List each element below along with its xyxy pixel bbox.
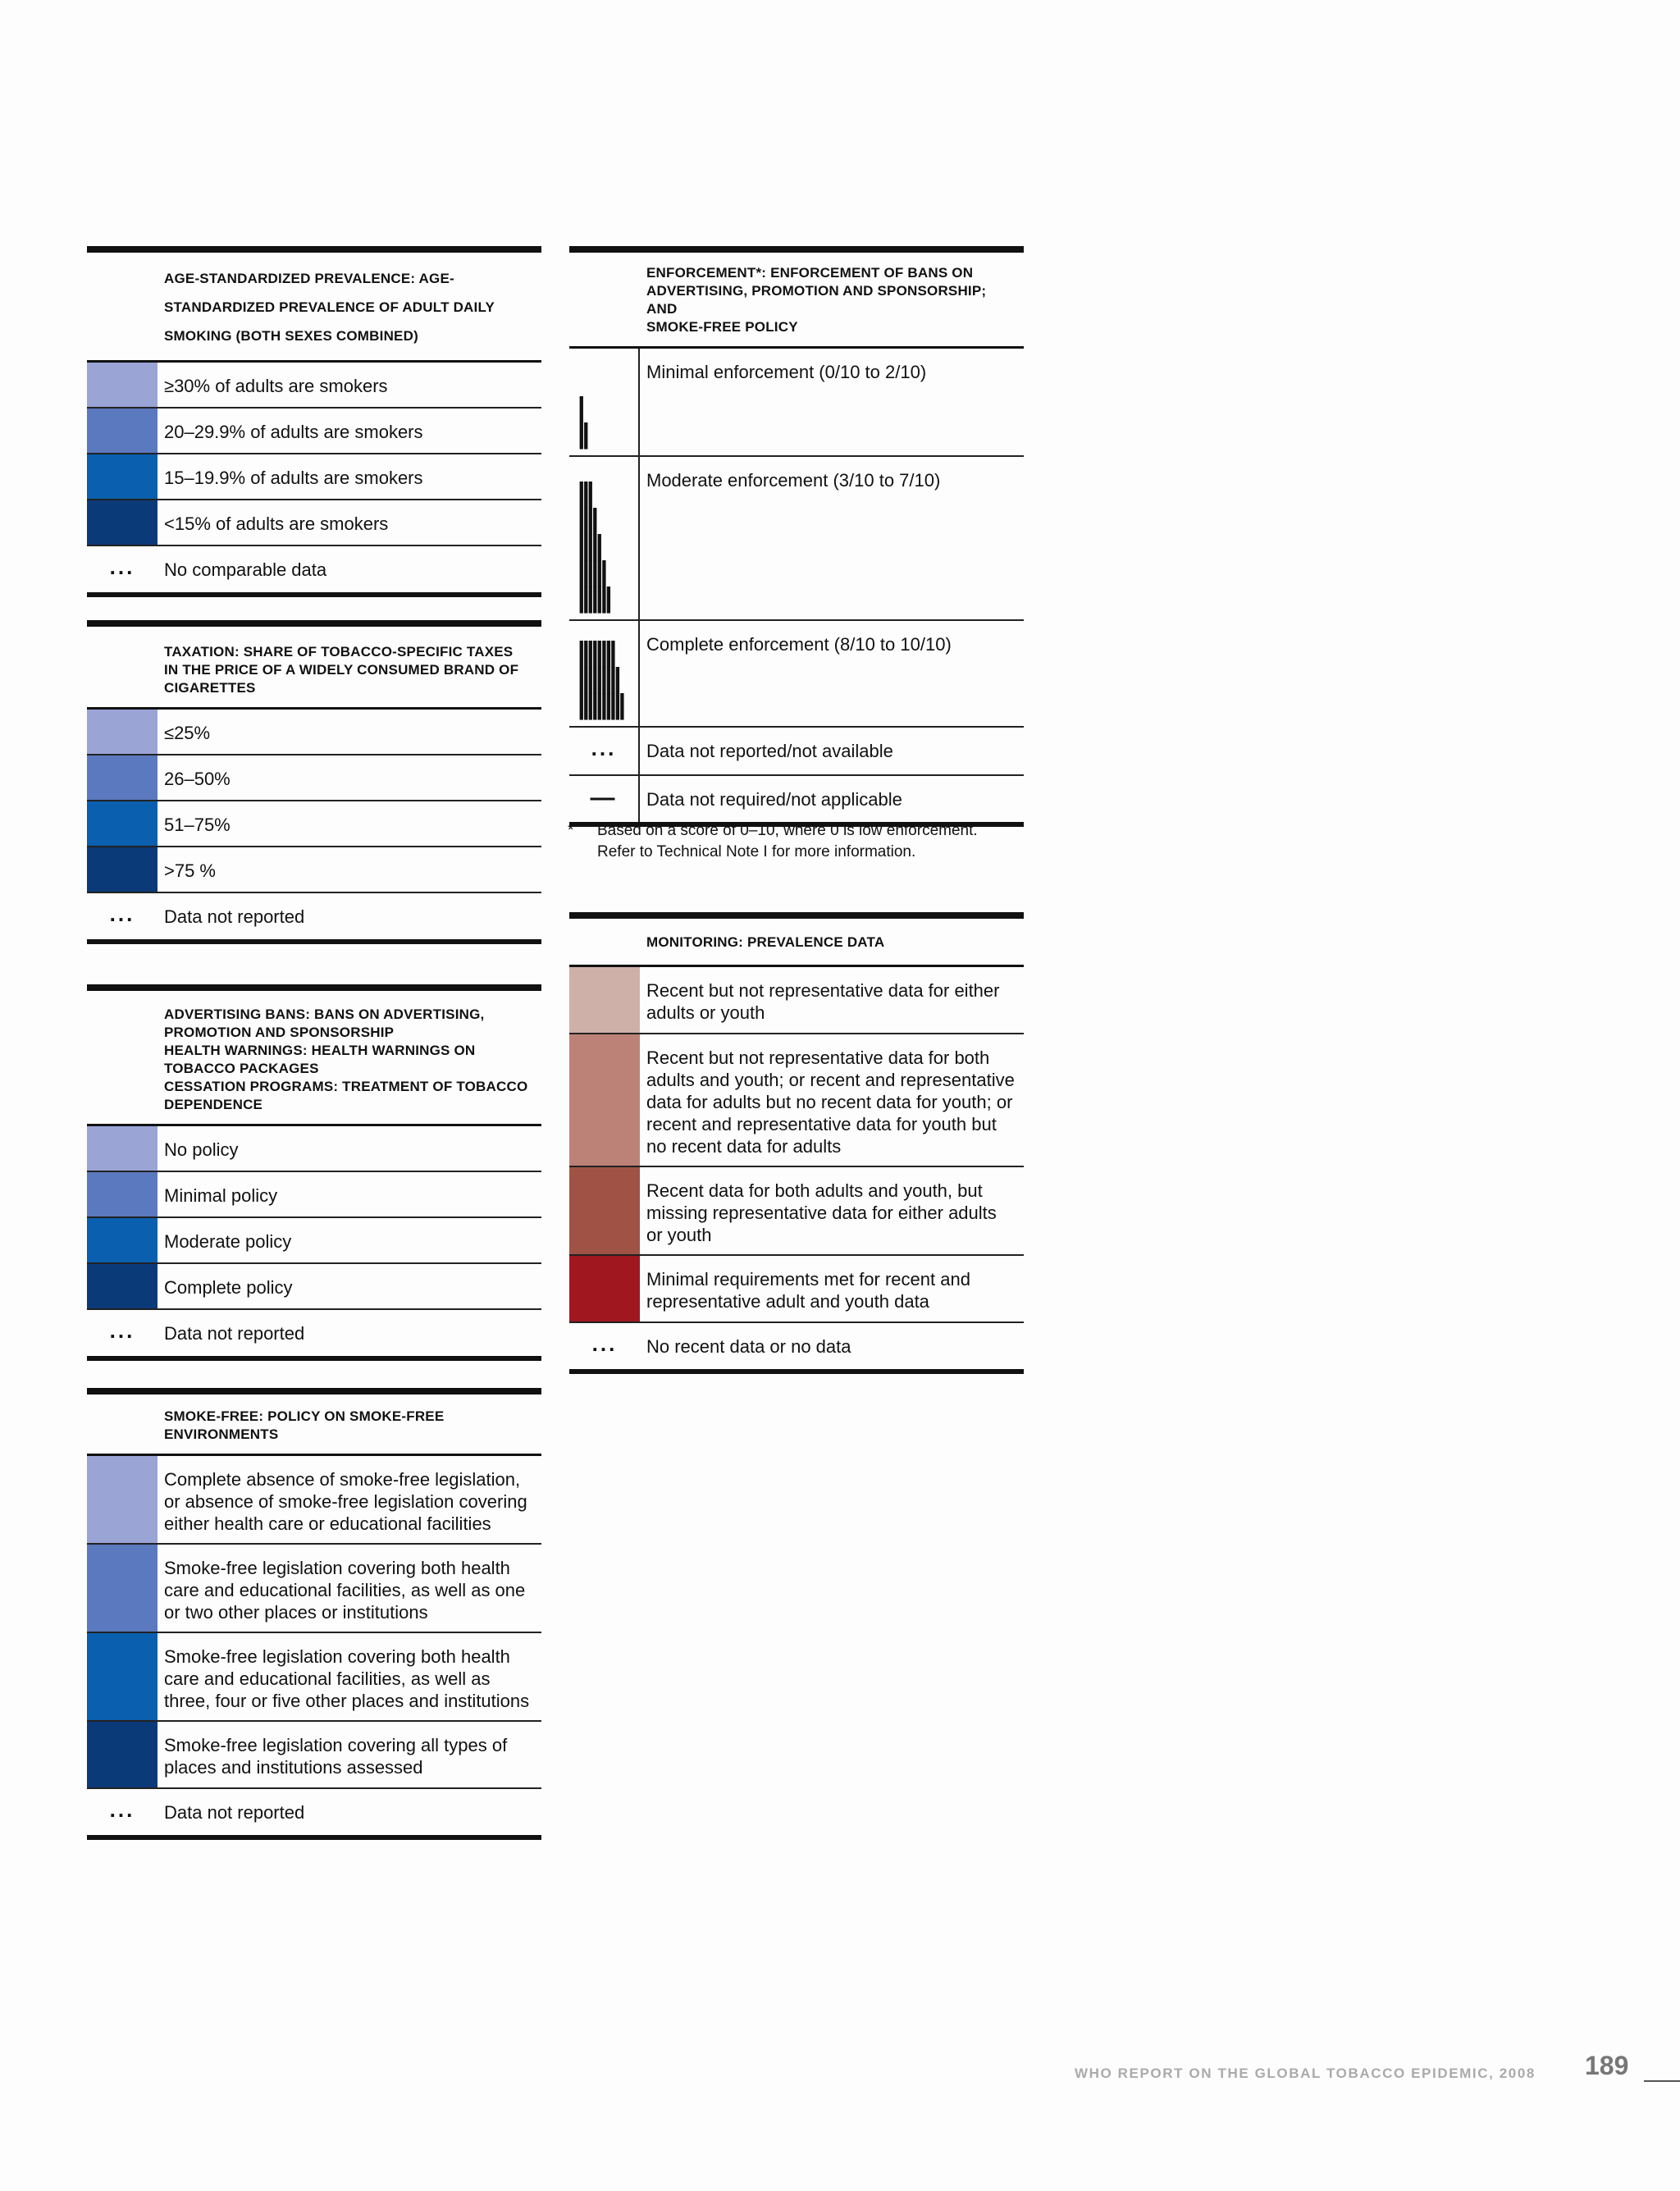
enforcement-tick-pattern [569,349,640,455]
legend-label: No recent data or no data [646,1336,851,1357]
legend-row [87,1172,541,1218]
ellipsis-symbol: ... [109,1317,135,1343]
ellipsis-symbol: ... [109,901,135,926]
legend-label: 20–29.9% of adults are smokers [164,422,423,442]
enforcement-legend-header [569,253,1024,349]
legend-label: <15% of adults are smokers [164,514,389,534]
legend-label: Moderate policy [164,1231,292,1252]
legend-row-no-data [87,1310,541,1356]
legend-row [87,1722,541,1789]
legend-row [569,1034,1024,1167]
legend-label: Recent data for both adults and youth, but missing representative data for either adults or youth [646,1180,997,1245]
ellipsis-symbol: ... [109,554,135,579]
color-swatch [87,1264,158,1308]
legend-row-not-available [569,728,1024,776]
legend-row [569,349,1024,457]
legend-row [87,454,541,500]
color-swatch [87,1172,158,1216]
legend-label: Complete policy [164,1277,293,1298]
legend-row [87,755,541,801]
monitoring-legend-header [569,919,1024,967]
legend-row [569,621,1024,728]
legend-row [87,710,541,755]
legend-label: No policy [164,1139,239,1160]
dash-symbol: — [569,776,640,822]
smokefree-legend-header [87,1394,541,1456]
smokefree-legend [87,1388,541,1840]
legend-row [569,457,1024,621]
legend-row-no-data [87,893,541,939]
legend-row [87,500,541,546]
legend-label: Data not required/not applicable [646,789,902,810]
legend-label: ≥30% of adults are smokers [164,376,388,396]
page-number: 189 [1585,2051,1629,2080]
color-swatch [569,1256,640,1321]
legend-label: 51–75% [164,815,231,835]
legend-label: ≤25% [164,723,211,743]
legend-label: Data not reported [164,1802,305,1823]
color-swatch [569,1167,640,1254]
tick-marks-icon: ||| [578,477,591,509]
legend-row [87,409,541,454]
color-swatch [87,500,158,545]
color-swatch [569,1034,640,1166]
page-number-rule [1644,2080,1680,2082]
legend-label: Smoke-free legislation covering all types of places and institutions assessed [164,1735,508,1778]
ellipsis-symbol: ... [569,728,640,774]
legend-label: Data not reported/not available [646,741,893,761]
enforcement-tick-pattern [569,621,640,726]
legend-label: >75 % [164,860,216,881]
tick-marks-icon: |||| [578,504,596,535]
legend-row [87,801,541,847]
legend-label: Minimal requirements met for recent and representative adult and youth data [646,1269,970,1312]
color-swatch [87,363,158,407]
legend-label: 26–50% [164,769,231,789]
taxation-legend [87,620,541,944]
legend-label: Minimal policy [164,1185,278,1206]
color-swatch [87,454,158,499]
legend-label: Moderate enforcement (3/10 to 7/10) [646,470,941,491]
tick-marks-icon: ||||||||| [578,663,619,694]
prevalence-legend-header [87,253,541,363]
legend-row-no-data [87,1789,541,1835]
tick-marks-icon: ||||| [578,530,600,561]
legend-row [569,967,1024,1034]
legend-label: No comparable data [164,559,327,580]
legend-row [87,363,541,409]
smokefree-legend-rows [87,1456,541,1835]
legend-row-no-data [87,546,541,592]
color-swatch [87,755,158,800]
monitoring-legend [569,912,1024,1374]
color-swatch [87,1126,158,1171]
legend-row [87,1545,541,1633]
color-swatch [87,801,158,846]
monitoring-legend-title: MONITORING: PREVALENCE DATA [646,934,885,950]
legend-label: Recent but not representative data for either adults or youth [646,980,1000,1023]
color-swatch [87,847,158,892]
legend-label: Data not reported [164,1323,305,1344]
ellipsis-symbol: ... [109,1796,135,1822]
legend-row [87,1218,541,1264]
prevalence-legend-rows [87,363,541,592]
prevalence-legend-title: AGE-STANDARDIZED PREVALENCE: AGE- STANDARDIZED PREVALENCE OF ADULT DAILY SMOKING (BOTH SEXES COMBINED) [164,271,495,344]
color-swatch [87,1545,158,1632]
legend-row-no-data [569,1323,1024,1369]
enforcement-legend-title: ENFORCEMENT*: ENFORCEMENT OF BANS ON ADVERTISING, PROMOTION AND SPONSORSHIP; AND SMOKE-FREE POLICY [646,265,987,335]
enforcement-tick-pattern [569,457,640,619]
color-swatch [87,1722,158,1787]
legend-label: 15–19.9% of adults are smokers [164,468,423,488]
enforcement-legend-rows [569,349,1024,822]
legend-label: Data not reported [164,906,305,927]
color-swatch [87,1456,158,1543]
tick-marks-icon: |||||| [578,556,605,587]
footnote-text: Based on a score of 0–10, where 0 is low enforcement. Refer to Technical Note I for more information. [597,822,978,860]
color-swatch [87,1633,158,1720]
smokefree-legend-title: SMOKE-FREE: POLICY ON SMOKE-FREE ENVIRONMENTS [164,1408,445,1442]
taxation-legend-header [87,627,541,710]
enforcement-legend [569,246,1024,827]
legend-label: Minimal enforcement (0/10 to 2/10) [646,362,927,382]
footnote-marker: * [568,822,574,839]
ellipsis-symbol: ... [591,1331,618,1356]
running-footer: WHO REPORT ON THE GLOBAL TOBACCO EPIDEMIC, 2008 [1075,2065,1536,2081]
policies-legend-title: ADVERTISING BANS: BANS ON ADVERTISING, PROMOTION AND SPONSORSHIP HEALTH WARNINGS: HEALTH WARNINGS ON TOBACCO PACKAGES CESSATION PROGRAMS: TREATMENT OF TOBACCO DEPENDENCE [164,1006,528,1112]
legend-row [87,847,541,893]
color-swatch [87,1218,158,1262]
color-swatch [569,967,640,1033]
legend-label: Smoke-free legislation covering both health care and educational facilities, as well as three, four or five other places and institutions [164,1646,530,1711]
tick-marks-icon: ||||||| [578,582,609,614]
taxation-legend-rows [87,710,541,939]
policies-legend-rows [87,1126,541,1356]
legend-row [87,1456,541,1545]
tick-marks-icon: || [578,418,587,450]
legend-row-not-applicable [569,776,1024,822]
legend-row [569,1167,1024,1256]
color-swatch [87,710,158,754]
legend-row [87,1633,541,1722]
legend-row [87,1264,541,1310]
tick-marks-icon: |||||||| [578,637,614,668]
enforcement-footnote [568,820,1027,863]
legend-row [569,1256,1024,1323]
tick-marks-icon: | [578,392,582,423]
taxation-legend-title: TAXATION: SHARE OF TOBACCO-SPECIFIC TAXES IN THE PRICE OF A WIDELY CONSUMED BRAND OF CIGARETTES [164,644,519,696]
legend-label: Complete enforcement (8/10 to 10/10) [646,634,952,655]
policies-legend-header [87,991,541,1126]
prevalence-legend [87,246,541,597]
legend-label: Smoke-free legislation covering both health care and educational facilities, as well as one or two other places or institutions [164,1558,526,1623]
legend-label: Recent but not representative data for both adults and youth; or recent and representative data for adults but no recent data for youth; or recent and representative data for youth but no recent data for adults [646,1048,1015,1157]
color-swatch [87,409,158,453]
legend-label: Complete absence of smoke-free legislation, or absence of smoke-free legislation covering either health care or educational facilities [164,1469,527,1534]
monitoring-legend-rows [569,967,1024,1369]
legend-row [87,1126,541,1172]
policies-legend [87,984,541,1361]
tick-marks-icon: |||||||||| [578,689,623,720]
